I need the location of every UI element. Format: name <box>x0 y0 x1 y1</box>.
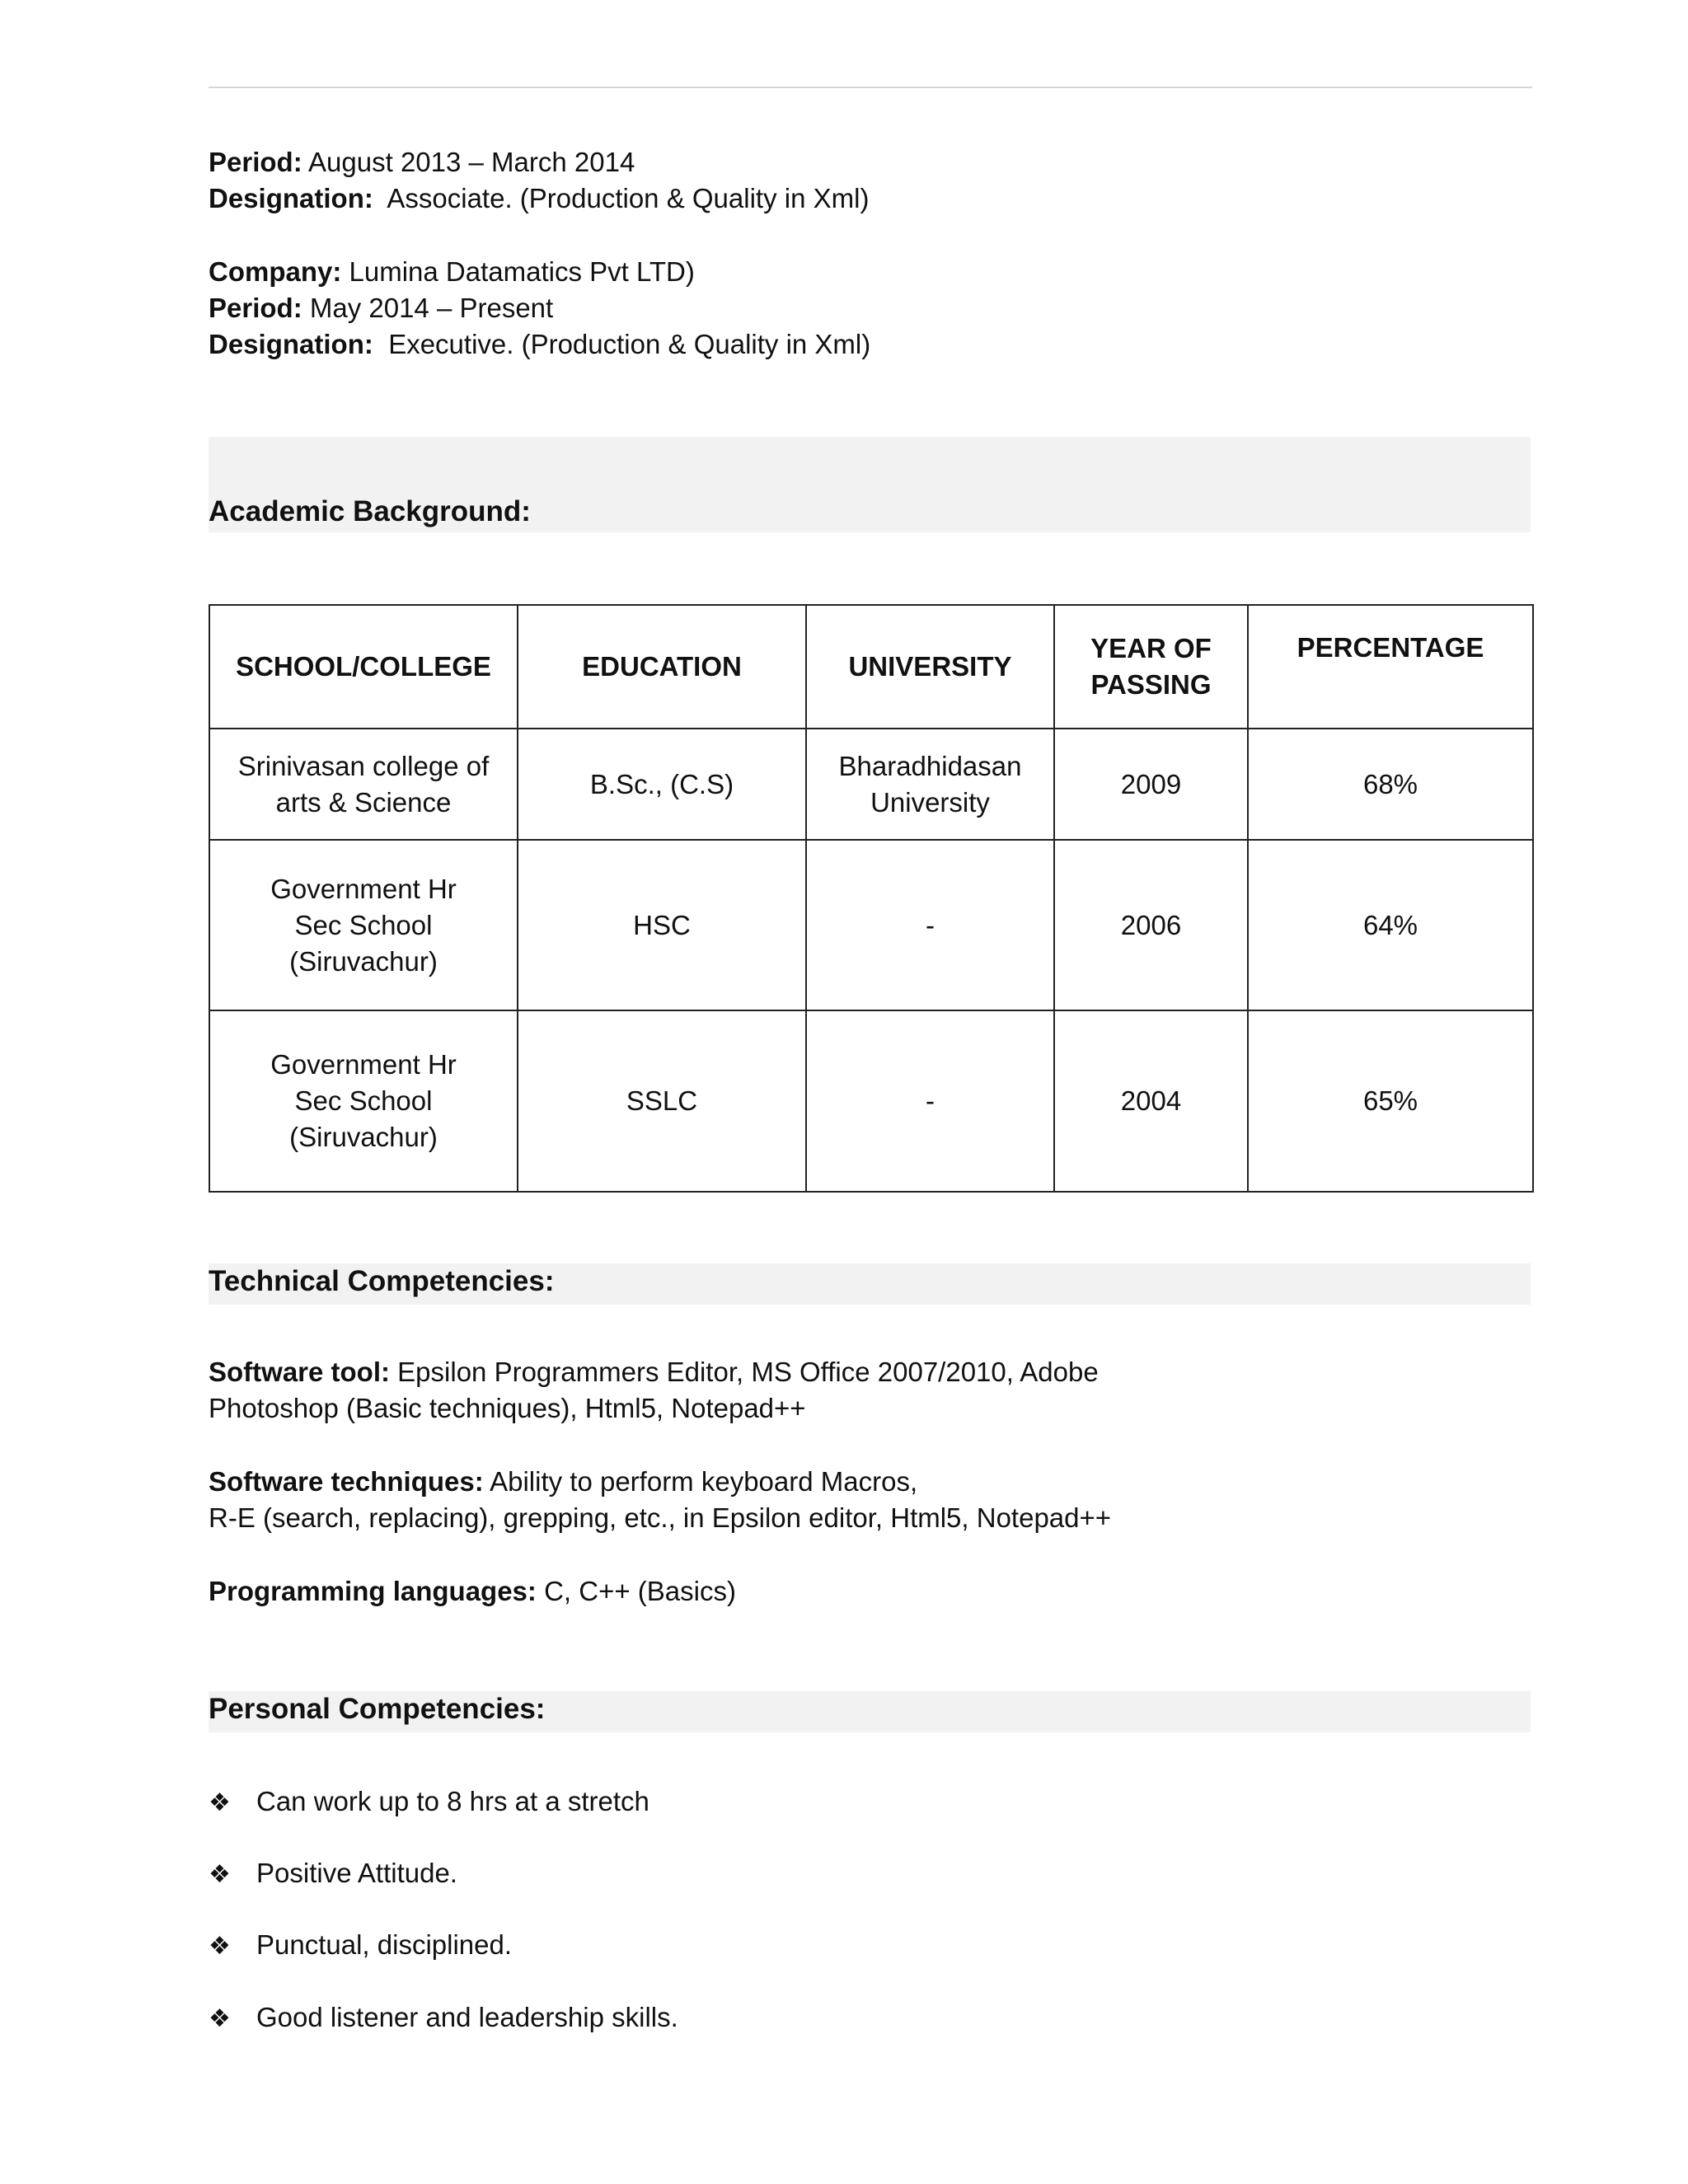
designation-value: Executive. (Production & Quality in Xml) <box>388 329 871 359</box>
table-header-row <box>209 605 1533 729</box>
list-item <box>209 1783 649 1821</box>
cell-education: HSC <box>518 840 806 1010</box>
table-row <box>209 729 1533 840</box>
header-percentage: PERCENTAGE <box>1248 605 1533 729</box>
period-label: Period: <box>209 293 302 323</box>
programming-value: C, C++ (Basics) <box>544 1576 736 1606</box>
header-rule <box>209 87 1532 88</box>
period-label: Period: <box>209 147 302 177</box>
cell-percentage: 65% <box>1248 1010 1533 1192</box>
cell-school: Government Hr Sec School (Siruvachur) <box>209 840 518 1010</box>
cell-school: Government Hr Sec School (Siruvachur) <box>209 1010 518 1192</box>
programming-label: Programming languages: <box>209 1576 537 1606</box>
programming-languages <box>209 1573 736 1610</box>
header-education: EDUCATION <box>518 605 806 729</box>
software-techniques-line2: R-E (search, replacing), grepping, etc., in Epsilon editor, Html5, Notepad++ <box>209 1502 1112 1533</box>
software-tool-line2: Photoshop (Basic techniques), Html5, Notepad++ <box>209 1393 806 1423</box>
designation-value: Associate. (Production & Quality in Xml) <box>387 183 870 213</box>
designation-label: Designation: <box>209 329 373 359</box>
diamond-bullet-icon: ❖ <box>209 2005 231 2032</box>
list-item-text: Can work up to 8 hrs at a stretch <box>256 1786 649 1816</box>
cell-year: 2009 <box>1054 729 1248 840</box>
table-row <box>209 1010 1533 1192</box>
list-item <box>209 1855 457 1893</box>
list-item-text: Positive Attitude. <box>256 1858 457 1888</box>
software-tool-line1 <box>209 1354 1099 1390</box>
list-item-text: Punctual, disciplined. <box>256 1929 513 1960</box>
cell-education: B.Sc., (C.S) <box>518 729 806 840</box>
software-techniques-line1 <box>209 1464 917 1500</box>
diamond-bullet-icon: ❖ <box>209 1933 231 1960</box>
cell-school: Srinivasan college of arts & Science <box>209 729 518 840</box>
cell-year: 2006 <box>1054 840 1248 1010</box>
exp2-designation <box>209 326 870 363</box>
header-university: UNIVERSITY <box>806 605 1054 729</box>
period-value: May 2014 – Present <box>309 293 554 323</box>
software-techniques-label: Software techniques: <box>209 1466 484 1497</box>
exp1-period <box>209 144 635 180</box>
list-item <box>209 1999 678 2037</box>
list-item-text: Good listener and leadership skills. <box>256 2002 678 2032</box>
academic-section-title: Academic Background: <box>209 495 531 527</box>
designation-label: Designation: <box>209 183 373 213</box>
exp2-period <box>209 290 553 326</box>
cell-education: SSLC <box>518 1010 806 1192</box>
period-value: August 2013 – March 2014 <box>308 147 635 177</box>
table-row <box>209 840 1533 1010</box>
academic-table <box>209 604 1534 1193</box>
cell-university: - <box>806 840 1054 1010</box>
cell-year: 2004 <box>1054 1010 1248 1192</box>
software-techniques-value: Ability to perform keyboard Macros, <box>490 1466 918 1497</box>
header-school: SCHOOL/COLLEGE <box>209 605 518 729</box>
cell-percentage: 68% <box>1248 729 1533 840</box>
cell-university: Bharadhidasan University <box>806 729 1054 840</box>
software-tool-label: Software tool: <box>209 1357 390 1387</box>
technical-section-title: Technical Competencies: <box>209 1265 555 1297</box>
software-tool-value: Epsilon Programmers Editor, MS Office 2007/2010, Adobe <box>397 1357 1099 1387</box>
header-year: YEAR OF PASSING <box>1054 605 1248 729</box>
diamond-bullet-icon: ❖ <box>209 1861 231 1888</box>
personal-section-title: Personal Competencies: <box>209 1693 546 1725</box>
list-item <box>209 1927 512 1965</box>
diamond-bullet-icon: ❖ <box>209 1789 231 1816</box>
company-value: Lumina Datamatics Pvt LTD) <box>349 256 695 287</box>
cell-percentage: 64% <box>1248 840 1533 1010</box>
cell-university: - <box>806 1010 1054 1192</box>
exp1-designation <box>209 180 869 217</box>
company-label: Company: <box>209 256 342 287</box>
exp2-company <box>209 254 695 290</box>
